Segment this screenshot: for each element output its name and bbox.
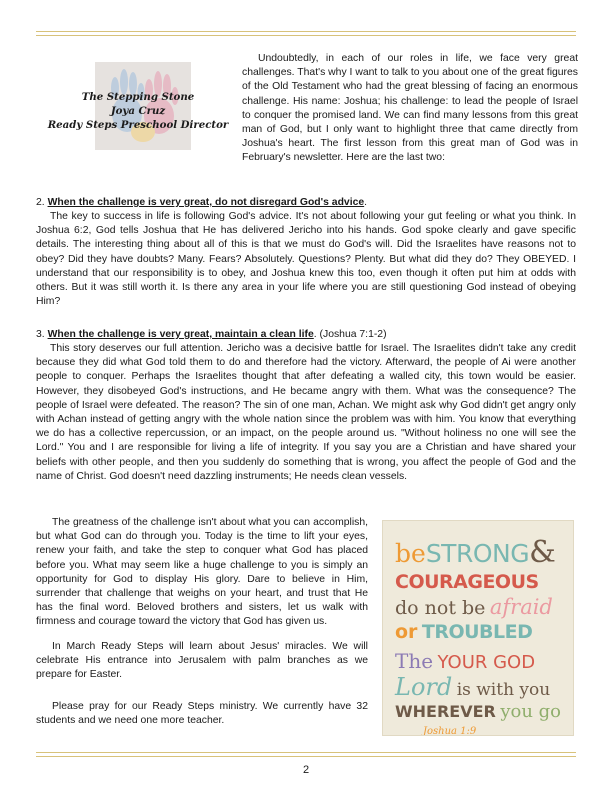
intro-paragraph: Undoubtedly, in each of our roles in life, we face very great challenges. That's why I want to talk to you about one of the great figures of the Old Testament who had the great blessing of facing an enormous challenge. His name: Joshua; his challenge: to lead the people of Israel to conquer the promised land. We can find many lessons from this great man of God, but I only want to highlight three that came directly from Joshua's heart. The first lesson from this great man of God was in February's newsletter. Here are the last two: — [242, 53, 578, 164]
page-number: 2 — [302, 764, 310, 776]
section-3-heading — [36, 328, 576, 342]
section-3-number: 3. — [36, 329, 48, 340]
poster-line-1 — [395, 535, 574, 570]
poster-line-3 — [395, 595, 574, 619]
poster-reference: Joshua 1:9 — [423, 726, 477, 736]
be-strong-poster — [382, 520, 574, 736]
poster-or: or — [395, 621, 418, 643]
march-paragraph: In March Ready Steps will learn about Jesus' miracles. We will celebrate His entrance into Jerusalem with palm branches as we prepare for Easter. — [36, 641, 368, 681]
poster-strong: STRONG — [425, 539, 530, 568]
poster-line-5 — [395, 649, 574, 673]
top-rule-inner — [36, 35, 576, 36]
section-2-title-end: . — [364, 197, 368, 208]
poster-ampersand: & — [529, 535, 556, 570]
poster-afraid: afraid — [489, 595, 553, 619]
poster-line-4 — [395, 621, 574, 643]
section-2-heading — [36, 196, 576, 210]
author-name: Joya Cruz — [110, 105, 166, 117]
poster-line-7 — [395, 701, 574, 722]
poster-be: be — [395, 539, 426, 568]
section-2-body: The key to success in life is following God's advice. It's not about following your gut feeling or what you think. In Joshua 6:2, God tells Joshua that He has delivered Jericho into his hands. God spoke clearly and gave specific details. The interesting thing about all of this is that we must do God's will. Did the Israelites have reasons not to obey? Did they have doubts? Many. Fears? Absolutely. Questions? Plenty. But what did they do? They OBEYED. I understand that our responsibility is to obey, and Joshua knew this too, even though it often put him at odds with others. But it was still worth it. Is there any area in your life where you are still questioning God instead of obeying Him? — [36, 211, 576, 308]
header-title — [40, 90, 236, 132]
bottom-rule-inner — [36, 756, 576, 757]
poster-wherever: WHEREVER — [395, 702, 496, 721]
section-2-title: When the challenge is very great, do not disregard God's advice — [47, 197, 365, 208]
poster-line-8 — [423, 721, 574, 736]
prayer-paragraph: Please pray for our Ready Steps ministry. We currently have 32 students and we need one more teacher. — [36, 701, 368, 727]
poster-the: The — [395, 649, 434, 673]
section-2-number: 2. — [36, 197, 48, 208]
poster-is-with-you: is with you — [456, 680, 551, 700]
poster-courageous: COURAGEOUS — [395, 571, 539, 593]
poster-troubled: TROUBLED — [421, 621, 533, 643]
poster-do-not-be: do not be — [395, 597, 486, 619]
section-3-title: When the challenge is very great, maintain a clean life — [47, 329, 314, 340]
poster-your-god: YOUR GOD — [437, 652, 536, 673]
poster-lord: Lord — [395, 673, 453, 701]
poster-line-2 — [395, 571, 574, 593]
poster-you-go: you go — [500, 701, 561, 722]
section-3-title-end: . (Joshua 7:1-2) — [313, 329, 387, 340]
author-role: Ready Steps Preschool Director — [47, 119, 229, 131]
poster-line-6 — [395, 673, 574, 701]
newsletter-header — [40, 62, 236, 158]
top-rule — [36, 31, 576, 32]
newsletter-name: The Stepping Stone — [81, 91, 195, 103]
greatness-paragraph: The greatness of the challenge isn't about what you can accomplish, but what God can do through you. Today is the time to lift your eyes, renew your faith, and take the step to conquer what God has placed before you. What may seem like a huge challenge to you is simply an opportunity for God to display His glory. Dare to believe in Him, surrender that challenge that weighs on your heart, and trust that He has the final word. Beloved brothers and sisters, let us walk with firmness and courage toward the victory that God has given us. — [36, 517, 368, 628]
section-3-body: This story deserves our full attention. Jericho was a decisive battle for Israel. The Israelites didn't take any credit because they did what God told them to do and therefore had the victory. Afterward, the people of Ai were another people to conquer. Perhaps the Israelites thought that after defeating a walled city, this town would be easier. However, they disobeyed God's instructions, and He became angry with them. What was the consequence? The people of Israel were defeated. The reason? The sin of one man, Achan. We might ask why God didn't get angry only with Achan instead of getting angry with the whole nation since the problem was with him. You know that everything we do has a collective repercussion, or an impact, on the people around us. "Without holiness no one will see the Lord." You and I are responsible for living a life of integrity. If you say you are a Christian and have shared your beliefs with other people, and then you suddenly do something that is wrong, you affect the people of God and the name of Christ. God doesn't need dazzling instruments; He needs clean vessels. — [36, 343, 576, 482]
bottom-rule — [36, 752, 576, 753]
